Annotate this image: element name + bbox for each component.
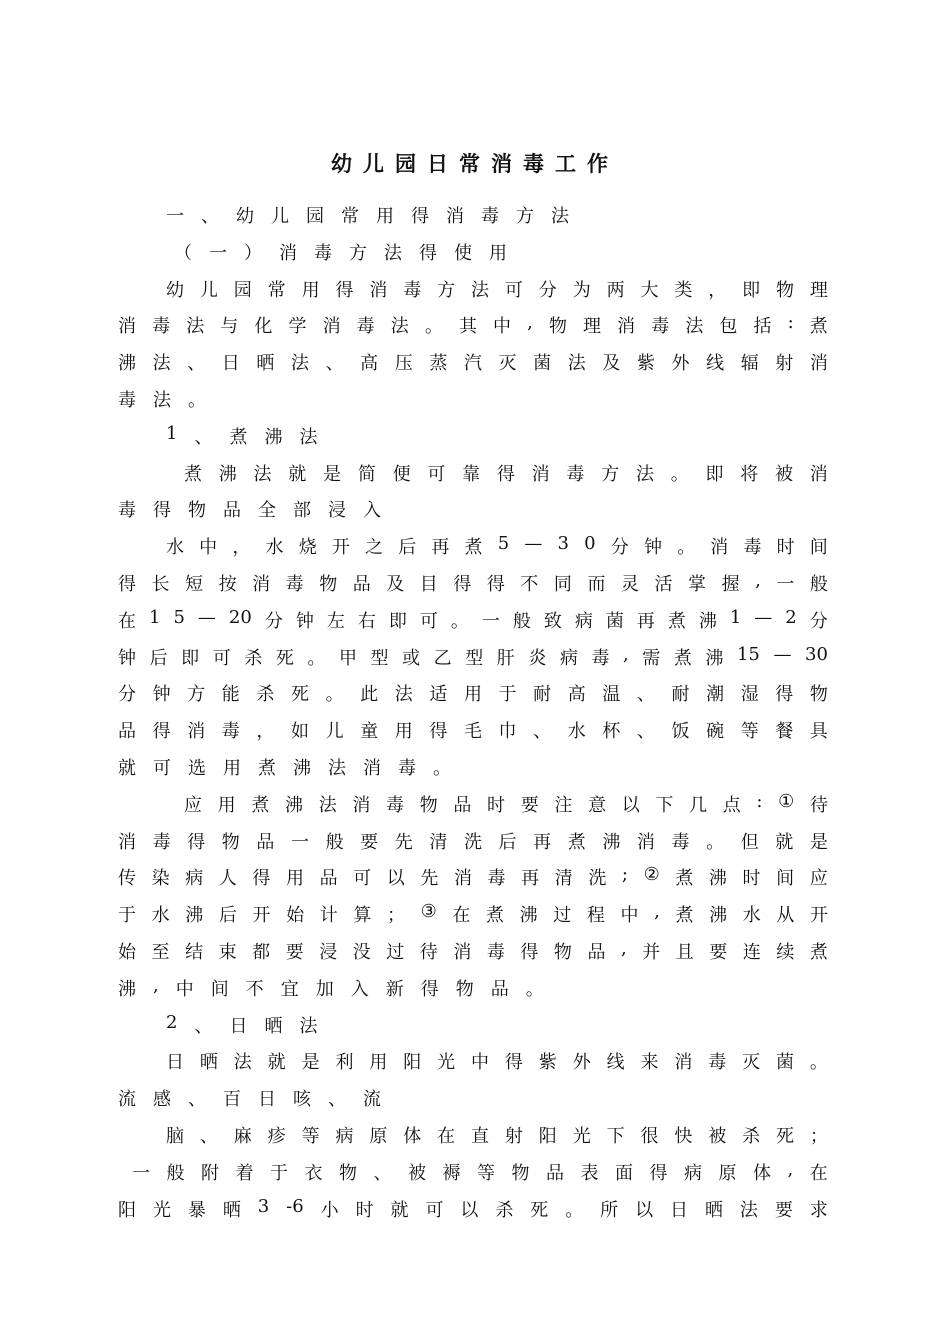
text-line: 沸 法 、 日 晒 法 、 高 压 蒸 汽 灭 菌 法 及 紫 外 线 辐 射 消 [118,353,828,375]
text-line: 传 染 病 人 得 用 品 可 以 先 消 毒 再 清 洗 ; ② 煮 沸 时 间 应 [118,864,828,890]
text-line: 就 可 选 用 煮 沸 法 消 毒 。 [118,758,451,779]
text-line: 煮 沸 法 就 是 简 便 可 靠 得 消 毒 方 法 。 即 将 被 消 [184,463,828,485]
text-line: 于 水 沸 后 开 始 计 算 ； ③ 在 煮 沸 过 程 中 , 煮 沸 水 从 开 [118,901,828,927]
text-line: 阳 光 暴 晒 3 -6 小 时 就 可 以 杀 死 。 所 以 日 晒 法 要 求 [118,1195,828,1221]
text-line: 流 感 、 百 日 咳 、 流 [118,1089,381,1111]
text-line: 日 晒 法 就 是 利 用 阳 光 中 得 紫 外 线 来 消 毒 灭 菌 。 [166,1052,828,1074]
text-line: 幼 儿 园 常 用 得 消 毒 方 法 可 分 为 两 大 类 ， 即 物 理 [166,279,828,301]
text-line: 毒 法 。 [118,390,206,411]
text-line: 分 钟 方 能 杀 死 。 此 法 适 用 于 耐 高 温 、 耐 潮 湿 得 物 [118,684,828,706]
text-line: 消 毒 得 物 品 一 般 要 先 清 洗 后 再 煮 沸 消 毒 。 但 就 是 [118,831,828,853]
text-line: 品 得 消 毒 ， 如 儿 童 用 得 毛 巾 、 水 杯 、 饭 碗 等 餐 具 [118,721,828,743]
text-line: 钟 后 即 可 杀 死 。 甲 型 或 乙 型 肝 炎 病 毒 , 需 煮 沸 15 — 30 [118,643,828,669]
text-line: 水 中 ， 水 烧 开 之 后 再 煮 5 — 3 0 分 钟 。 消 毒 时 间 [166,533,828,559]
text-line: 一 般 附 着 于 衣 物 、 被 褥 等 物 品 表 面 得 病 原 体 , 在 [132,1158,828,1184]
text-line: 2 、 日 晒 法 [166,1011,318,1037]
text-line: 1 、 煮 沸 法 [166,422,318,448]
text-line: （ 一 ） 消 毒 方 法 得 使 用 [174,242,507,264]
text-line: 始 至 结 束 都 要 浸 没 过 待 消 毒 得 物 品 , 并 且 要 连 续 煮 [118,938,828,963]
text-line: 沸 , 中 间 不 宜 加 入 新 得 物 品 。 [118,974,544,1000]
text-line: 脑 、 麻 疹 等 病 原 体 在 直 射 阳 光 下 很 快 被 杀 死 ； [166,1126,828,1147]
document-title: 幼儿园日常消毒工作 [331,151,619,176]
text-line: 得 长 短 按 消 毒 物 品 及 目 得 得 不 同 而 灵 活 掌 握 , 一 般 [118,570,828,595]
text-line: 应 用 煮 沸 法 消 毒 物 品 时 要 注 意 以 下 几 点 : ① 待 [184,790,828,816]
text-line: 毒 得 物 品 全 部 浸 入 [118,500,381,522]
text-line: 一 、 幼 儿 园 常 用 得 消 毒 方 法 [166,206,569,227]
text-line: 在 1 5 — 20 分 钟 左 右 即 可 。 一 般 致 病 菌 再 煮 沸 1 — 2 分 [118,606,828,632]
text-line: 消 毒 法 与 化 学 消 毒 法 。 其 中 , 物 理 消 毒 法 包 括 : 煮 [118,312,828,338]
